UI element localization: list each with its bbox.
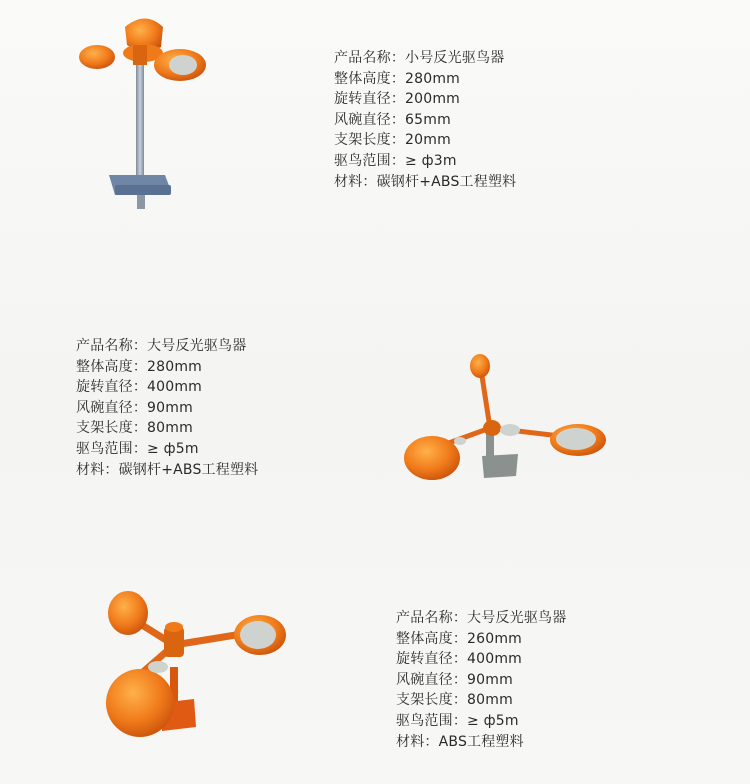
spec-row-rotation-diameter: 旋转直径：400mm — [396, 651, 523, 668]
spec-row-bracket-length: 支架长度：20mm — [334, 132, 451, 149]
spec-row-material: 材料：碳钢杆+ABS工程塑料 — [334, 173, 517, 190]
bird-repeller-large-steel-icon — [400, 348, 610, 488]
spec-row-rotation-diameter: 旋转直径：400mm — [76, 379, 203, 396]
bird-repeller-small-icon — [75, 5, 220, 215]
spec-row-material: 材料：ABS工程塑料 — [396, 733, 524, 750]
spec-row-range: 驱鸟范围：≥ ф3m — [334, 152, 457, 169]
bird-repeller-large-abs-icon — [98, 585, 293, 745]
spec-row-range: 驱鸟范围：≥ ф5m — [76, 440, 199, 457]
spec-row-height: 整体高度：280mm — [76, 358, 203, 375]
spec-row-name: 产品名称：大号反光驱鸟器 — [76, 338, 247, 354]
product-spec-block — [334, 48, 516, 192]
product-spec-block — [396, 608, 566, 752]
spec-row-cup-diameter: 风碗直径：90mm — [396, 671, 513, 688]
spec-row-name: 产品名称：大号反光驱鸟器 — [396, 610, 567, 626]
spec-row-name: 产品名称：小号反光驱鸟器 — [334, 50, 505, 66]
spec-row-bracket-length: 支架长度：80mm — [76, 420, 193, 437]
spec-row-bracket-length: 支架长度：80mm — [396, 692, 513, 709]
spec-row-range: 驱鸟范围：≥ ф5m — [396, 712, 519, 729]
product-spec-block — [76, 336, 258, 480]
spec-row-height: 整体高度：280mm — [334, 70, 461, 87]
spec-row-material: 材料：碳钢杆+ABS工程塑料 — [76, 461, 259, 478]
spec-row-cup-diameter: 风碗直径：90mm — [76, 399, 193, 416]
spec-row-height: 整体高度：260mm — [396, 630, 523, 647]
spec-row-rotation-diameter: 旋转直径：200mm — [334, 91, 461, 108]
spec-row-cup-diameter: 风碗直径：65mm — [334, 111, 451, 128]
